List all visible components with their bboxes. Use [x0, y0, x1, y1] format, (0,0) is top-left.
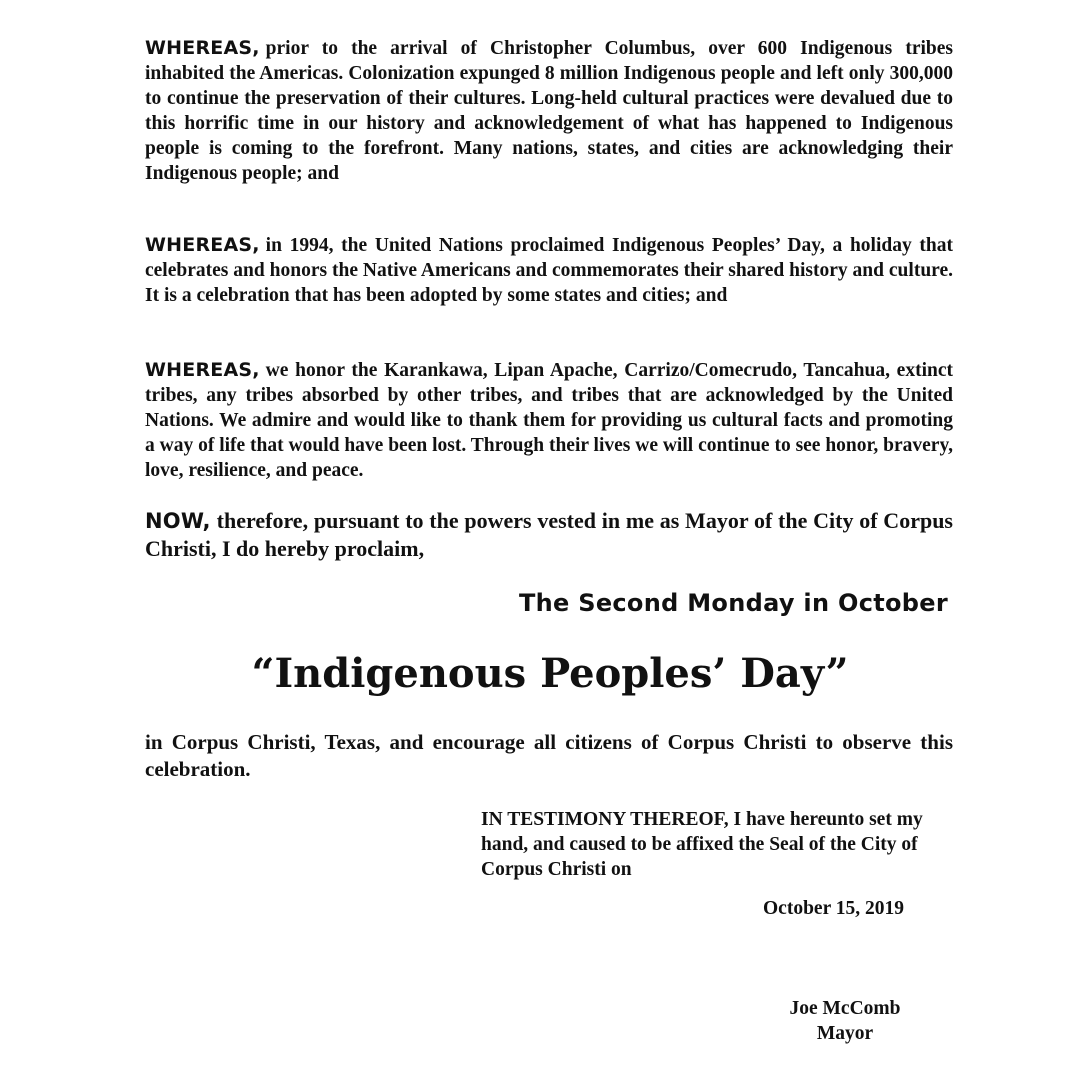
- whereas-paragraph-1: [145, 36, 953, 186]
- proclamation-date: October 15, 2019: [763, 898, 904, 919]
- whereas-paragraph-3: [145, 358, 953, 483]
- whereas-text: in 1994, the United Nations proclaimed Indigenous Peoples’ Day, a holiday that celebrates and honors the Native Americans and commemorates their shared history and culture. It is a celebration that has been adopted by some states and cities; and: [145, 235, 953, 306]
- signer-title: Mayor: [816, 1023, 874, 1044]
- signature-block: [760, 996, 930, 1046]
- whereas-paragraph-2: [145, 233, 953, 308]
- signer-name: Joe McComb: [789, 998, 901, 1019]
- whereas-text: prior to the arrival of Christopher Columbus, over 600 Indigenous tribes inhabited the Americas. Colonization expunged 8 million Indigenous people and left only 300,000 to continue the preservation of their cultures. Long-held cultural practices were devalued due to this horrific time in our history and acknowledgement of what has happened to Indigenous people is coming to the forefront. Many nations, states, and cities are acknowledging their Indigenous people; and: [145, 38, 953, 184]
- testimony-statement: IN TESTIMONY THEREOF, I have hereunto set my hand, and caused to be affixed the Seal of the City of Corpus Christi on: [481, 809, 923, 880]
- proclamation-subheading: The Second Monday in October: [518, 589, 948, 617]
- closing-paragraph: in Corpus Christi, Texas, and encourage all citizens of Corpus Christi to observe this celebration.: [145, 730, 953, 781]
- proclamation-title: “Indigenous Peoples’ Day”: [251, 650, 849, 697]
- now-paragraph: [145, 507, 953, 562]
- whereas-lead: WHEREAS,: [145, 359, 260, 381]
- now-text: therefore, pursuant to the powers vested in me as Mayor of the City of Corpus Christi, I do hereby proclaim,: [145, 508, 953, 561]
- whereas-lead: WHEREAS,: [145, 37, 260, 59]
- whereas-lead: WHEREAS,: [145, 234, 260, 256]
- now-lead: NOW,: [145, 509, 211, 533]
- whereas-text: we honor the Karankawa, Lipan Apache, Carrizo/Comecrudo, Tancahua, extinct tribes, any tribes absorbed by other tribes, and tribes that are acknowledged by the United Nations. We admire and would like to thank them for providing us cultural facts and promoting a way of life that would have been lost. Through their lives we will continue to see honor, bravery, love, resilience, and peace.: [145, 360, 954, 481]
